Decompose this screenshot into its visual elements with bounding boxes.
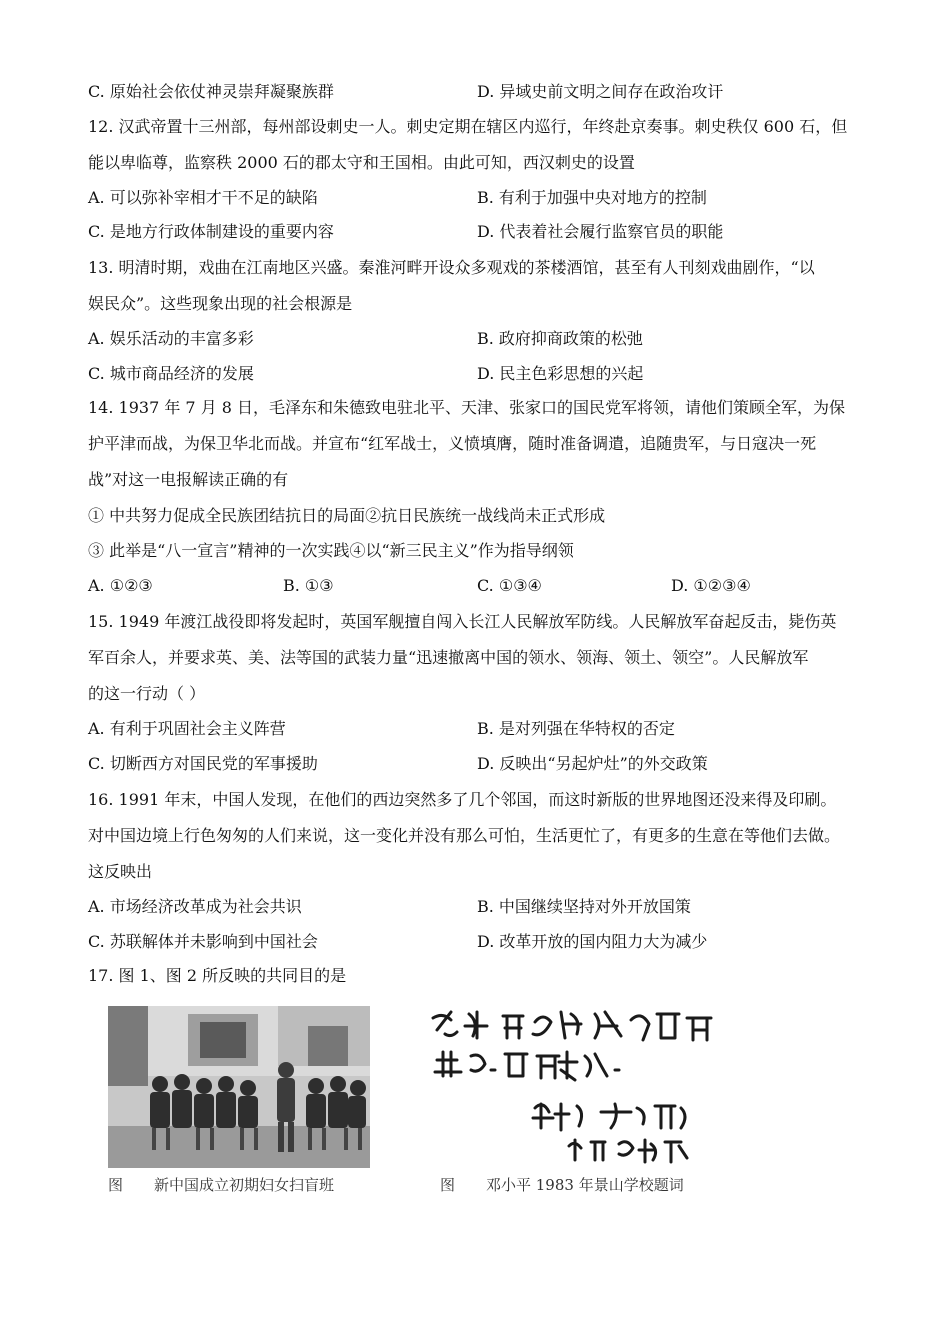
q12-option-d: D. 代表着社会履行监察官员的职能 [477, 222, 724, 241]
q15-option-c: C. 切断西方对国民党的军事援助 [88, 754, 318, 773]
q12-stem-line2: 能以卑临尊，监察秩 2000 石的郡太守和王国相。由此可知，西汉刺史的设置 [88, 153, 635, 172]
q16-stem-line2: 对中国边境上行色匆匆的人们来说，这一变化并没有那么可怕，生活更忙了，有更多的生意在等他们去做。 [88, 826, 841, 845]
q14-option-d: D. ①②③④ [671, 576, 751, 595]
q14-items-line1: ① 中共努力促成全民族团结抗日的局面②抗日民族统一战线尚未正式形成 [88, 506, 606, 525]
figure1-caption [108, 1176, 334, 1194]
q13-option-c: C. 城市商品经济的发展 [88, 364, 254, 383]
q14-stem-line2: 护平津而战，为保卫华北而战。并宣布“红军战士，义愤填膺，随时准备调遣，追随贵军，与日寇决一死 [88, 434, 817, 453]
q12-option-a: A. 可以弥补宰相才干不足的缺陷 [88, 188, 318, 207]
q13-option-b: B. 政府抑商政策的松弛 [477, 329, 643, 348]
figure1-tag: 图 [108, 1176, 124, 1194]
q11-option-d: D. 异域史前文明之间存在政治攻讦 [477, 82, 724, 101]
calligraphy-picture [425, 1000, 725, 1170]
q14-items-line2: ③ 此举是“八一宣言”精神的一次实践④以“新三民主义”作为指导纲领 [88, 541, 574, 560]
q11-option-c: C. 原始社会依仗神灵崇拜凝聚族群 [88, 82, 334, 101]
q14-option-a: A. ①②③ [88, 576, 153, 595]
q14-stem-line3: 战”对这一电报解读正确的有 [88, 470, 289, 489]
q14-option-b: B. ①③ [283, 576, 334, 595]
q16-option-a: A. 市场经济改革成为社会共识 [88, 897, 302, 916]
q14-option-c: C. ①③④ [477, 576, 542, 595]
q15-option-a: A. 有利于巩固社会主义阵营 [88, 719, 286, 738]
q12-stem-line1: 12. 汉武帝置十三州部，每州部设刺史一人。刺史定期在辖区内巡行，年终赴京奏事。刺史秩仅 600 石，但 [88, 117, 848, 136]
literacy-class-photo [108, 1006, 370, 1168]
q13-option-a: A. 娱乐活动的丰富多彩 [88, 329, 254, 348]
figure1-caption-text: 新中国成立初期妇女扫盲班 [154, 1176, 335, 1194]
q16-option-c: C. 苏联解体并未影响到中国社会 [88, 932, 318, 951]
q16-stem-line1: 16. 1991 年末，中国人发现，在他们的西边突然多了几个邻国，而这时新版的世界地图还没来得及印刷。 [88, 790, 837, 809]
q16-stem-line3: 这反映出 [88, 862, 153, 881]
figure2-caption [440, 1176, 684, 1194]
q12-option-c: C. 是地方行政体制建设的重要内容 [88, 222, 334, 241]
figure2-tag: 图 [440, 1176, 456, 1194]
q14-stem-line1: 14. 1937 年 7 月 8 日，毛泽东和朱德致电驻北平、天津、张家口的国民党军将领，请他们策顾全军，为保 [88, 398, 846, 417]
q16-option-b: B. 中国继续坚持对外开放国策 [477, 897, 691, 916]
photo-illustration [108, 1006, 370, 1168]
q13-option-d: D. 民主色彩思想的兴起 [477, 364, 644, 383]
q15-stem-line3: 的这一行动（ ） [88, 684, 206, 703]
q17-stem: 17. 图 1、图 2 所反映的共同目的是 [88, 966, 347, 985]
q15-option-d: D. 反映出“另起炉灶”的外交政策 [477, 754, 708, 773]
q16-option-d: D. 改革开放的国内阻力大为减少 [477, 932, 708, 951]
q12-option-b: B. 有利于加强中央对地方的控制 [477, 188, 707, 207]
q15-option-b: B. 是对列强在华特权的否定 [477, 719, 675, 738]
q15-stem-line1: 15. 1949 年渡江战役即将发起时，英国军舰擅自闯入长江人民解放军防线。人民解放军奋起反击，毙伤英 [88, 612, 837, 631]
calligraphy-inscription [425, 1000, 725, 1170]
q13-stem-line1: 13. 明清时期，戏曲在江南地区兴盛。秦淮河畔开设众多观戏的茶楼酒馆，甚至有人刊刻戏曲剧作，“以 [88, 258, 815, 277]
figure2-caption-text: 邓小平 1983 年景山学校题词 [486, 1176, 684, 1194]
q13-stem-line2: 娱民众”。这些现象出现的社会根源是 [88, 294, 353, 313]
q15-stem-line2: 军百余人，并要求英、美、法等国的武装力量“迅速撤离中国的领水、领海、领土、领空”。人民解放军 [88, 648, 809, 667]
